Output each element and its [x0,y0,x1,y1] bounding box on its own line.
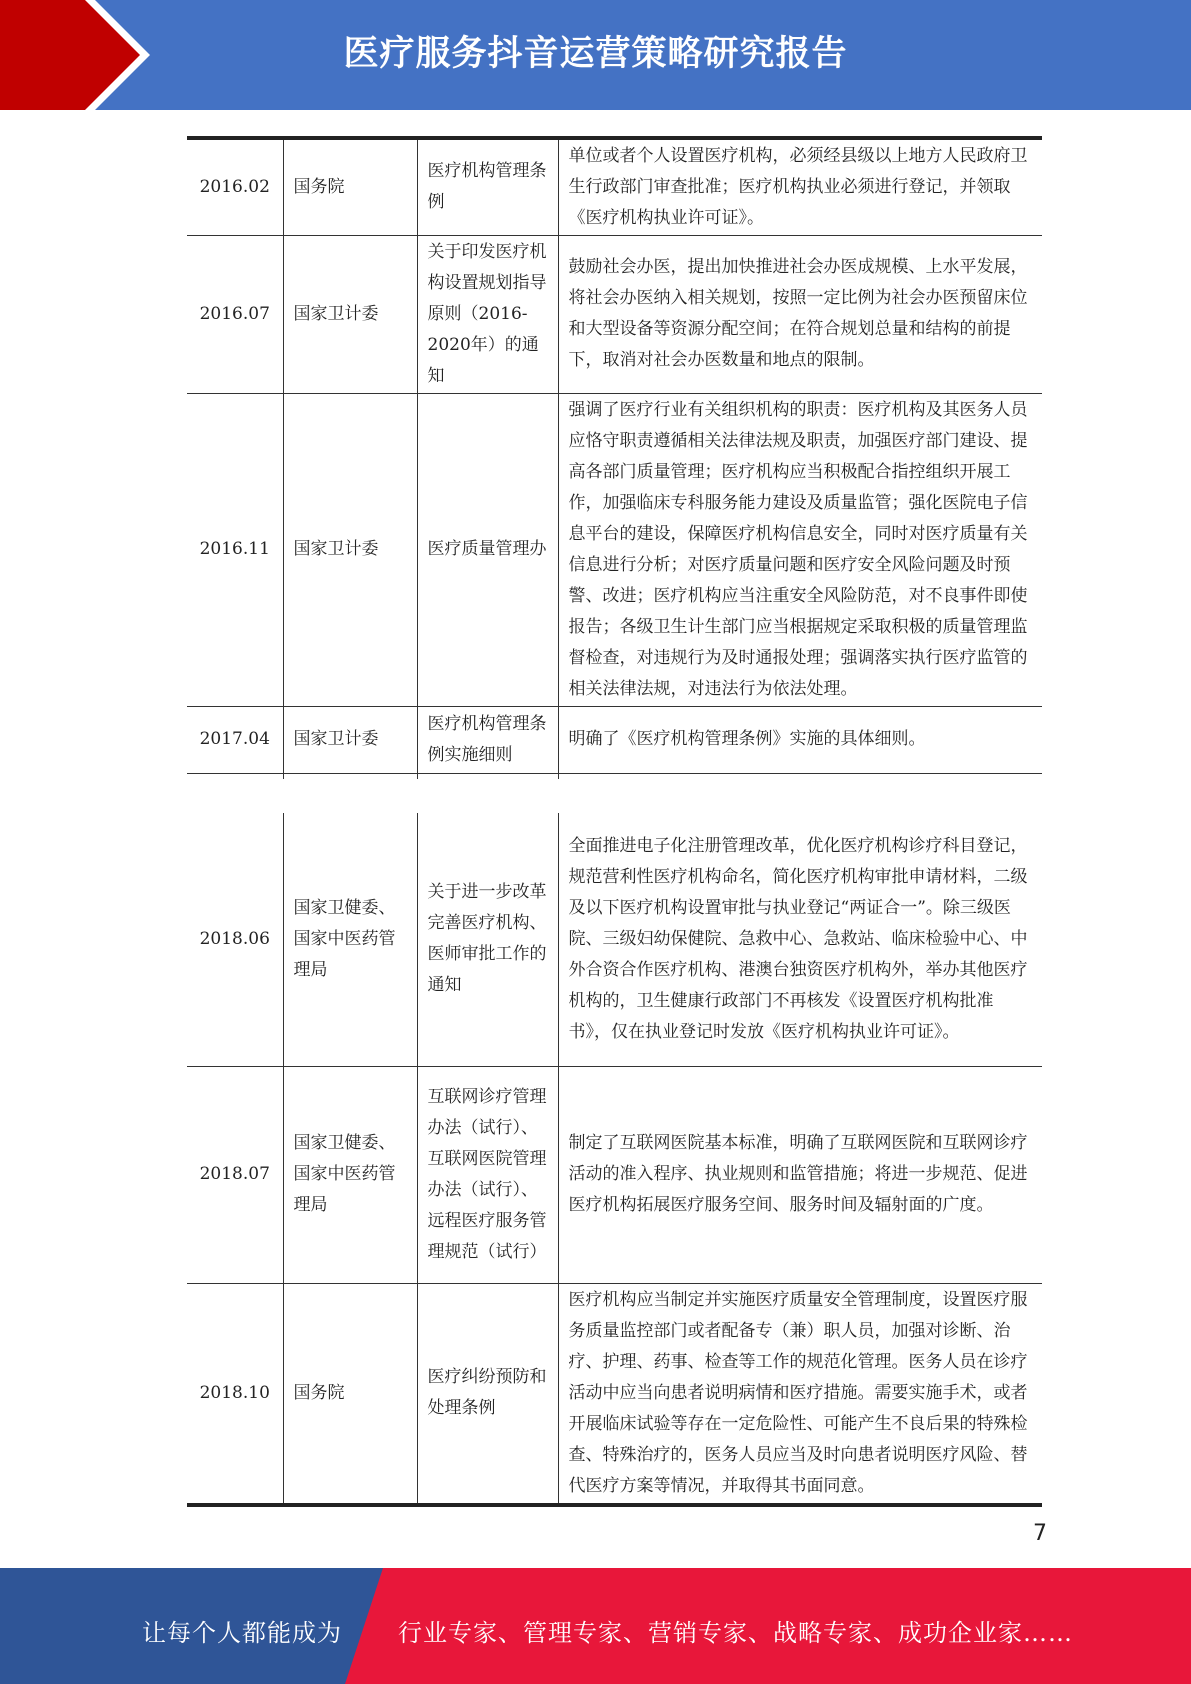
document-cell: 关于进一步改革完善医疗机构、医师审批工作的通知 [417,813,558,1066]
content-cell: 制定了互联网医院基本标准，明确了互联网医院和互联网诊疗活动的准入程序、执业规则和监管措施；将进一步规范、促进医疗机构拓展医疗服务空间、服务时间及辐射面的广度。 [558,1066,1042,1283]
footer-slogan-left: 让每个人都能成为 [142,1619,342,1647]
policy-table-2 [187,813,1042,1507]
content-cell: 鼓励社会办医，提出加快推进社会办医成规模、上水平发展，将社会办医纳入相关规划，按照一定比例为社会办医预留床位和大型设备等资源分配空间；在符合规划总量和结构的前提下，取消对社会办医数量和地点的限制。 [558,235,1042,393]
page-number: 7 [1033,1521,1047,1546]
issuer-cell: 国务院 [283,138,417,235]
report-title: 医疗服务抖音运营策略研究报告 [343,34,848,74]
table-row [187,138,1042,235]
date-cell: 2016.02 [187,138,283,235]
issuer-cell: 国家卫计委 [283,393,417,706]
report-footer [0,1568,1191,1684]
date-cell: 2018.06 [187,813,283,1066]
table-row [187,235,1042,393]
date-cell: 2018.10 [187,1283,283,1505]
document-cell: 关于印发医疗机构设置规划指导原则（2016-2020年）的通知 [417,235,558,393]
date-cell: 2017.04 [187,706,283,773]
document-cell: 医疗质量管理办 [417,393,558,706]
footer-slogan-right: 行业专家、管理专家、营销专家、战略专家、成功企业家…… [398,1619,1073,1647]
date-cell: 2016.11 [187,393,283,706]
table-row [187,706,1042,773]
table-row [187,813,1042,1066]
table-row [187,393,1042,706]
issuer-cell: 国家卫健委、国家中医药管理局 [283,813,417,1066]
content-cell: 明确了《医疗机构管理条例》实施的具体细则。 [558,706,1042,773]
report-header [0,0,1191,110]
content-cell: 强调了医疗行业有关组织机构的职责：医疗机构及其医务人员应恪守职责遵循相关法律法规及职责，加强医疗部门建设、提高各部门质量管理；医疗机构应当积极配合指控组织开展工作，加强临床专科服务能力建设及质量监管；强化医院电子信息平台的建设，保障医疗机构信息安全，同时对医疗质量有关信息进行分析；对医疗质量问题和医疗安全风险问题及时预警、改进；医疗机构应当注重安全风险防范，对不良事件即使报告；各级卫生计生部门应当根据规定采取积极的质量管理监督检查，对违规行为及时通报处理；强调落实执行医疗监管的相关法律法规，对违法行为依法处理。 [558,393,1042,706]
policy-table-1 [187,136,1042,779]
issuer-cell: 国家卫计委 [283,235,417,393]
issuer-cell: 国家卫计委 [283,706,417,773]
content-cell: 单位或者个人设置医疗机构，必须经县级以上地方人民政府卫生行政部门审查批准；医疗机构执业必须进行登记，并领取《医疗机构执业许可证》。 [558,138,1042,235]
table-continuation-ticks [187,773,1042,779]
content-cell: 医疗机构应当制定并实施医疗质量安全管理制度，设置医疗服务质量监控部门或者配备专（兼）职人员，加强对诊断、治疗、护理、药事、检查等工作的规范化管理。医务人员在诊疗活动中应当向患者说明病情和医疗措施。需要实施手术，或者开展临床试验等存在一定危险性、可能产生不良后果的特殊检查、特殊治疗的，医务人员应当及时向患者说明医疗风险、替代医疗方案等情况，并取得其书面同意。 [558,1283,1042,1505]
issuer-cell: 国务院 [283,1283,417,1505]
document-cell: 互联网诊疗管理办法（试行）、互联网医院管理办法（试行）、远程医疗服务管理规范（试行） [417,1066,558,1283]
issuer-cell: 国家卫健委、国家中医药管理局 [283,1066,417,1283]
document-cell: 医疗纠纷预防和处理条例 [417,1283,558,1505]
document-cell: 医疗机构管理条例 [417,138,558,235]
date-cell: 2016.07 [187,235,283,393]
table-row [187,1283,1042,1505]
content-cell: 全面推进电子化注册管理改革，优化医疗机构诊疗科目登记，规范营利性医疗机构命名，简化医疗机构审批申请材料，二级及以下医疗机构设置审批与执业登记“两证合一”。除三级医院、三级妇幼保健院、急救中心、急救站、临床检验中心、中外合资合作医疗机构、港澳台独资医疗机构外，举办其他医疗机构的，卫生健康行政部门不再核发《设置医疗机构批准书》，仅在执业登记时发放《医疗机构执业许可证》。 [558,813,1042,1066]
date-cell: 2018.07 [187,1066,283,1283]
table-row [187,1066,1042,1283]
document-cell: 医疗机构管理条例实施细则 [417,706,558,773]
